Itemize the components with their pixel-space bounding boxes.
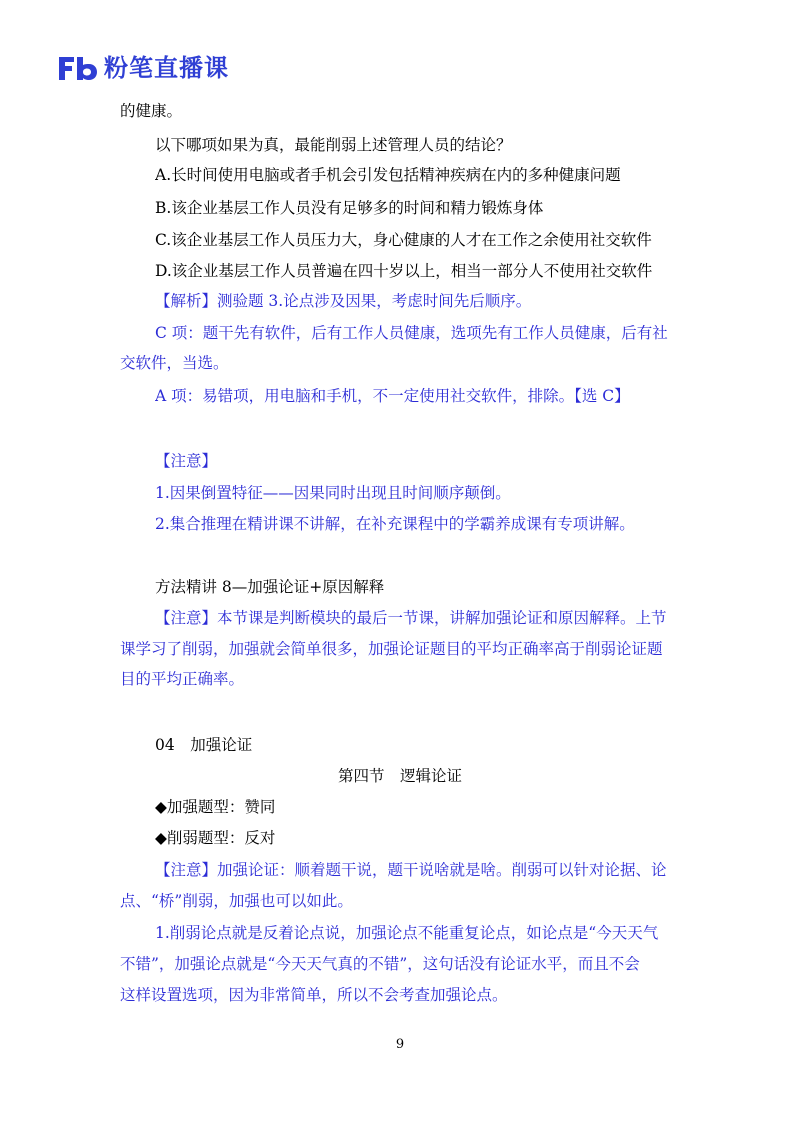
brand-name: 粉笔直播课 [104,54,229,82]
analysis-text: A 项：易错项，用电脑和手机，不一定使用社交软件，排除。【选 C】 [155,387,630,405]
note-item: 2.集合推理在精讲课不讲解，在补充课程中的学霸养成课有专项讲解。 [155,515,635,533]
note-item: 1.因果倒置特征——因果同时出现且时间顺序颠倒。 [155,484,511,502]
bullet-item: ◆削弱题型：反对 [155,829,276,847]
question-stem: 以下哪项如果为真，最能削弱上述管理人员的结论？ [155,136,512,154]
analysis-text: C 项：题干先有软件，后有工作人员健康，选项先有工作人员健康，后有社 [155,324,668,342]
analysis-text: 【解析】测验题 3.论点涉及因果，考虑时间先后顺序。 [155,292,532,310]
note-text: 【注意】加强论证：顺着题干说，题干说啥就是啥。削弱可以针对论据、论 [155,861,667,879]
option-d: D.该企业基层工作人员普遍在四十岁以上，相当一部分人不使用社交软件 [155,262,653,280]
option-b: B.该企业基层工作人员没有足够多的时间和精力锻炼身体 [155,199,544,217]
chapter-title: 第四节 逻辑论证 [337,767,462,785]
brand-logo [56,52,229,84]
text-line: 的健康。 [120,102,183,120]
note-heading: 【注意】 [155,452,218,470]
subsection-heading: 04 加强论证 [155,736,253,754]
note-text: 目的平均正确率。 [120,670,245,688]
note-text: 【注意】本节课是判断模块的最后一节课，讲解加强论证和原因解释。上节 [155,609,667,627]
note-text: 课学习了削弱，加强就会简单很多，加强论证题目的平均正确率高于削弱论证题 [120,640,663,658]
bullet-item: ◆加强题型：赞同 [155,798,276,816]
analysis-text: 交软件，当选。 [120,354,229,372]
option-c: C.该企业基层工作人员压力大，身心健康的人才在工作之余使用社交软件 [155,231,652,249]
page-number: 9 [395,1037,405,1052]
option-a: A.长时间使用电脑或者手机会引发包括精神疾病在内的多种健康问题 [155,166,621,184]
note-text: 不错”，加强论点就是“今天天气真的不错”，这句话没有论证水平，而且不会 [120,955,640,973]
fb-logo-icon [56,53,98,83]
section-heading: 方法精讲 8—加强论证+原因解释 [155,578,385,596]
note-text: 1.削弱论点就是反着论点说，加强论点不能重复论点，如论点是“今天天气 [155,924,659,942]
note-text: 点、“桥”削弱，加强也可以如此。 [120,892,353,910]
note-text: 这样设置选项，因为非常简单，所以不会考查加强论点。 [120,986,508,1004]
